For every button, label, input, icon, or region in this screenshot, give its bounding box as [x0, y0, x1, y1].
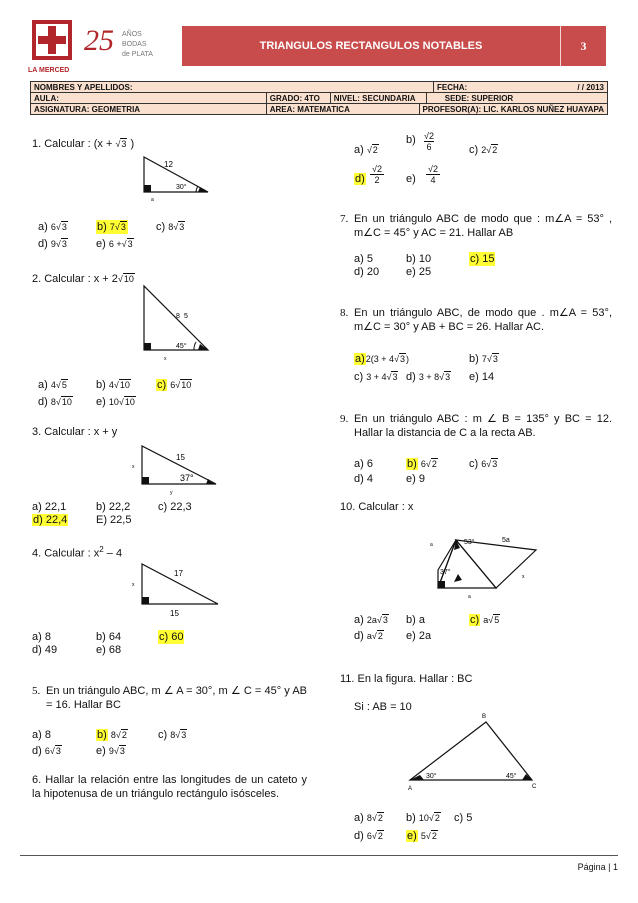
q1-option-e: e) 6 +√3 [96, 238, 133, 250]
q10-option-d: d) a√2 [354, 630, 383, 642]
logo-word: AÑOS [122, 31, 142, 38]
q10-option-b: b) a [406, 614, 425, 626]
q11-options-row2 [354, 829, 437, 843]
title-bar [182, 26, 606, 66]
q6-option-b: b) √2 6 [406, 131, 434, 152]
profesor-label: PROFESOR(A): LIC. KARLOS NUÑEZ HUAYAPA [419, 104, 608, 115]
q5-options-row2 [32, 744, 125, 758]
q11-options-row1 [354, 811, 473, 825]
asignatura-label: ASIGNATURA: GEOMETRIA [31, 104, 267, 115]
q8-option-d: d) 3 + 8√3 [406, 371, 451, 383]
area-label: AREA: MATEMATICA [266, 104, 419, 115]
q10-a2-label: a [468, 594, 471, 600]
q10-options-row1 [354, 613, 500, 627]
q9-option-b: b) 6√2 [407, 458, 437, 470]
q3-option-a: a) 22,1 [32, 501, 67, 513]
q2-side-label: x [164, 356, 167, 362]
q7-option-b: b) 10 [406, 253, 432, 265]
q11-option-d: d) 6√2 [354, 830, 383, 842]
q3-option-d: d) 22,4 [33, 514, 68, 526]
q8-option-c: c) 3 + 4√3 [354, 371, 398, 383]
q8-option-e: e) 14 [469, 371, 495, 383]
q9-option-c: c) 6√3 [469, 458, 498, 470]
q11-vertex-b: B [482, 714, 487, 720]
logo-plata: de PLATA [122, 51, 153, 58]
q6-prompt: 6. Hallar la relación entre las longitudes de un cateto y la hipotenusa de un triángulo rectángulo isósceles. [32, 774, 307, 800]
q1-options-row2 [38, 237, 133, 251]
q3-option-c: c) 22,3 [158, 501, 192, 513]
q11-given: Si : AB = 10 [354, 701, 412, 713]
q4-option-b: b) 64 [96, 631, 122, 643]
q8-prompt: 8. En un triángulo ABC, de modo que . m∠A = 53°, m∠C = 30° y AB + BC = 26. Hallar AC. [340, 307, 612, 333]
q9-options-row2 [354, 472, 425, 486]
q10-prompt: 10. Calcular : x [340, 501, 414, 513]
q4-options-row2 [32, 643, 122, 657]
q1-hyp-label: 12 [164, 160, 173, 169]
q7-options-row2 [354, 265, 432, 279]
logo-text: LA MERCED [28, 67, 70, 74]
q1-prompt: 1. Calcular : (x + √3 ) [32, 138, 135, 150]
q2-option-d: d) 8√10 [38, 396, 72, 408]
logo-bodas: BODAS [122, 41, 147, 48]
q2-option-c: c) 6√10 [157, 379, 192, 391]
q1-options-row1 [38, 220, 185, 234]
q1-option-c: c) 8√3 [156, 221, 185, 233]
page-title: TRIANGULOS RECTANGULOS NOTABLES [259, 40, 483, 52]
q4-hyp-label: 17 [174, 569, 183, 578]
q11-option-c: c) 5 [454, 812, 473, 824]
q4-option-a: a) 8 [32, 631, 51, 643]
q3-hyp-label: 15 [176, 453, 185, 462]
q7-options-row1 [354, 252, 495, 266]
sqrt-symbol: √10 [117, 274, 134, 284]
q4-option-c: c) 60 [159, 631, 184, 643]
q11-option-e: e) 5√2 [407, 830, 437, 842]
sede-label: SEDE: SUPERIOR [426, 93, 607, 104]
grado-label: GRADO: 4TO [266, 93, 330, 104]
q11-triangle-figure [400, 708, 550, 794]
q1-side-label: a [151, 197, 154, 202]
q1-option-b: b) 7√3 [97, 221, 126, 233]
q8-option-a: a)2(3 + 4√3) [355, 353, 410, 365]
q4-option-d: d) 49 [32, 644, 58, 656]
q3-x-label: x [132, 464, 135, 470]
q2-option-a: a) 4√5 [38, 379, 67, 391]
sqrt-symbol: √3 [115, 139, 127, 149]
q10-options-row2 [354, 629, 432, 643]
q5-options-row1 [32, 728, 187, 742]
q11-angle-c: 45° [506, 773, 517, 780]
q3-option-b: b) 22,2 [96, 501, 131, 513]
q4-x-label: x [132, 582, 135, 588]
q6-options-row2 [354, 164, 438, 202]
q2-prompt: 2. Calcular : x + 2√10 [32, 273, 134, 285]
logo-years: 25 [84, 24, 114, 57]
q3-options-row2 [32, 513, 132, 527]
q10-option-a: a) 2a√3 [354, 614, 388, 626]
q3-option-e: E) 22,5 [96, 514, 132, 526]
footer-divider [20, 855, 618, 856]
q4-prompt: 4. Calcular : $x^2 - 4$ [32, 545, 123, 560]
q2-hyp-rad: 5 [184, 313, 188, 320]
q7-option-d: d) 20 [354, 266, 380, 278]
q10-angle2-label: 37° [440, 569, 451, 576]
page-footer: Página | 1 [577, 862, 618, 872]
q7-option-c: c) 15 [470, 253, 495, 265]
fecha-value: / / 2013 [528, 82, 608, 93]
q5-prompt: 5. En un triángulo ABC, m ∠ A = 30°, m ∠ C = 45° y AB = 16. Hallar BC [32, 685, 307, 711]
nivel-label: NIVEL: SECUNDARIA [330, 93, 426, 104]
q10-a1-label: a [430, 542, 433, 548]
q10-figure [418, 522, 548, 600]
q10-option-e: e) 2a [406, 630, 432, 642]
q9-option-a: a) 6 [354, 458, 373, 470]
aula-label: AULA: [31, 93, 267, 104]
q6-option-d: d) √2 2 [354, 173, 366, 185]
q8-option-b: b) 7√3 [469, 353, 498, 365]
q2-option-b: b) 4√10 [96, 379, 130, 391]
q1-option-d: d) 9√3 [38, 238, 67, 250]
q7-option-a: a) 5 [354, 253, 373, 265]
school-logo [22, 14, 182, 76]
fecha-label: FECHA: [434, 82, 528, 93]
q9-option-e: e) 9 [406, 473, 425, 485]
q7-option-e: e) 25 [406, 266, 432, 278]
nombres-label: NOMBRES Y APELLIDOS: [31, 82, 434, 93]
q9-option-d: d) 4 [354, 473, 373, 485]
q1-option-a: a) 6√3 [38, 221, 67, 233]
q6-option-c: c) 2√2 [469, 144, 498, 156]
q11-vertex-c: C [532, 784, 537, 790]
q5-option-e: e) 9√3 [96, 745, 125, 757]
q4-triangle-figure [128, 560, 228, 622]
q5-option-d: d) 6√3 [32, 745, 61, 757]
q1-angle-label: 30° [176, 184, 187, 191]
q2-options-row2 [38, 395, 135, 409]
q2-options-row1 [38, 378, 192, 392]
q2-triangle-figure [138, 282, 218, 362]
q3-y-label: y [170, 490, 173, 496]
q8-options-row2 [354, 370, 495, 384]
q2-angle-label: 45° [176, 343, 187, 350]
q11-option-b: b) 10√2 [406, 812, 440, 824]
q8-options-row1 [354, 352, 498, 366]
q10-side-label: 5a [502, 537, 510, 544]
q10-angle1-label: 53° [464, 539, 475, 546]
q3-prompt: 3. Calcular : x + y [32, 426, 118, 438]
q4-options-row1 [32, 630, 184, 644]
student-info-table [30, 81, 608, 115]
q4-option-e: e) 68 [96, 644, 122, 656]
q5-option-b: b) 8√2 [97, 729, 127, 741]
q10-option-c: c) a√5 [470, 614, 500, 626]
q6-option-e: e) √2 4 [406, 172, 416, 186]
q5-option-a: a) 8 [32, 729, 51, 741]
q7-prompt: 7. En un triángulo ABC de modo que : m∠A = 53° , m∠C = 45° y AC = 21. Hallar AB [340, 213, 612, 239]
q3-triangle-figure [128, 440, 228, 496]
q2-option-e: e) 10√10 [96, 396, 135, 408]
q4-base-label: 15 [170, 609, 179, 618]
q9-prompt: 9. En un triángulo ABC : m ∠ B = 135° y BC = 12. Hallar la distancia de C a la recta AB. [340, 413, 612, 439]
q11-option-a: a) 8√2 [354, 812, 383, 824]
q2-hyp-label: 8 [176, 313, 180, 320]
sheet-number: 3 [580, 39, 587, 53]
q6-option-a: a) √2 [354, 144, 378, 156]
q9-options-row1 [354, 457, 498, 471]
q3-angle-label: 37° [180, 473, 194, 483]
q5-option-c: c) 8√3 [158, 729, 187, 741]
q11-prompt: 11. En la figura. Hallar : BC [340, 673, 473, 685]
q3-options-row1 [32, 500, 192, 514]
q10-x-label: x [522, 574, 525, 580]
q1-triangle-figure [136, 152, 216, 202]
q11-angle-a: 30° [426, 773, 437, 780]
q11-vertex-a: A [408, 786, 413, 792]
